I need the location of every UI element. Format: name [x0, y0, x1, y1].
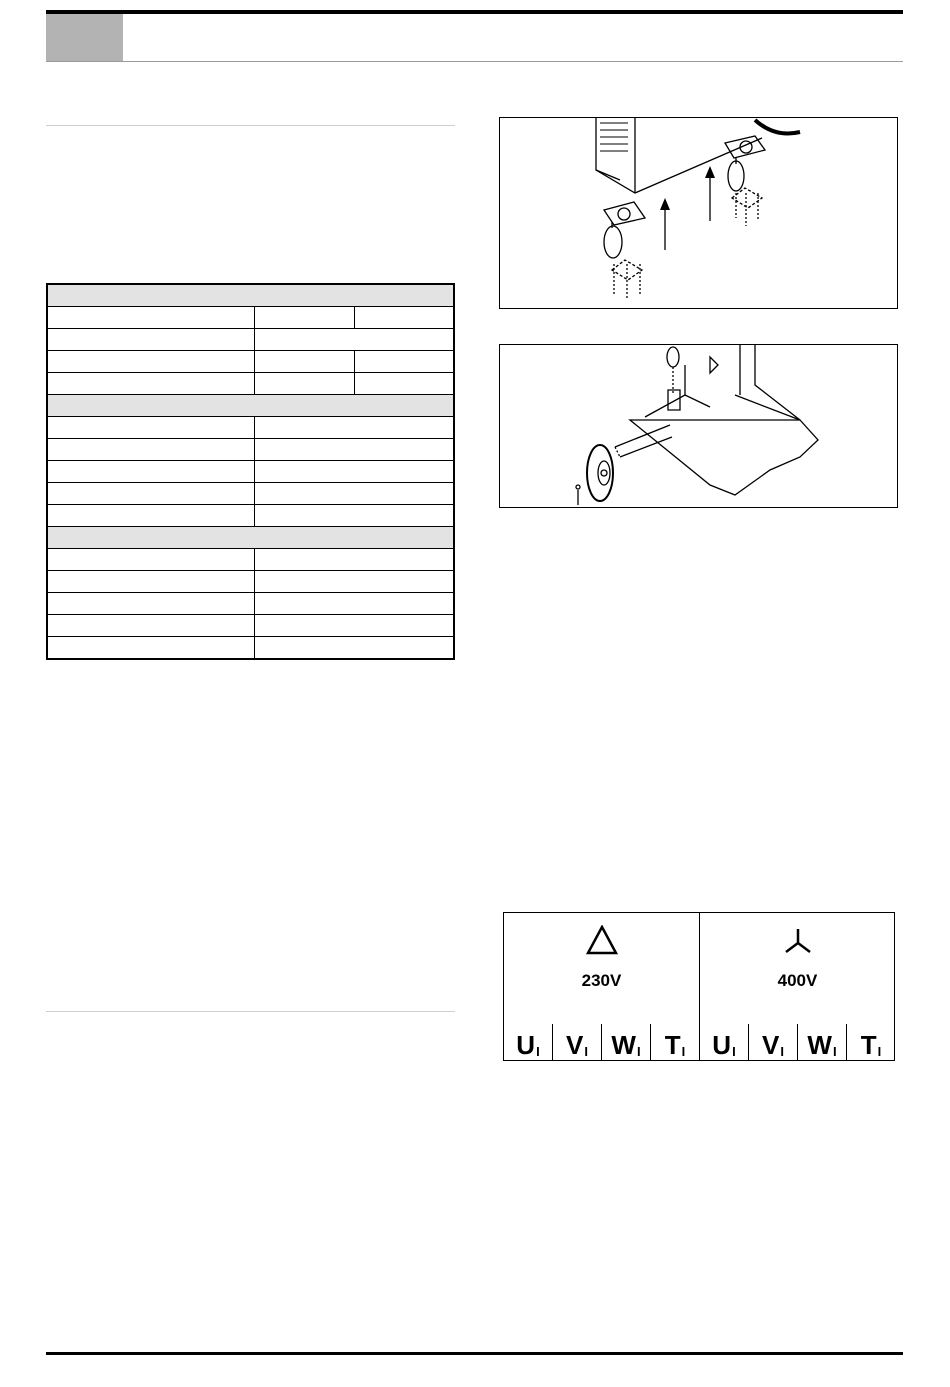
table-row [47, 615, 454, 637]
table-row [47, 505, 454, 527]
table-row [47, 637, 454, 660]
terminal-v: V I [552, 1024, 601, 1060]
table-row [47, 549, 454, 571]
table-row [47, 373, 454, 395]
section-divider [46, 125, 455, 126]
terminal-row [504, 1024, 699, 1060]
table-row [47, 351, 454, 373]
delta-connection-icon [586, 925, 618, 955]
wheel-illustration [500, 345, 897, 507]
section-divider [46, 1011, 455, 1012]
terminal-t: T I [650, 1024, 699, 1060]
table-row [47, 461, 454, 483]
table-row [47, 329, 454, 351]
caster-illustration [500, 118, 897, 308]
wheel-mounting-figure [499, 344, 898, 508]
terminal-row [700, 1024, 895, 1060]
voltage-label-400: 400V [777, 971, 818, 990]
table-row [47, 417, 454, 439]
chapter-tab [46, 14, 123, 62]
caster-mounting-figure [499, 117, 898, 309]
voltage-wiring-panel [503, 912, 895, 1061]
terminal-w: W I [601, 1024, 650, 1060]
terminal-w: W I [797, 1024, 846, 1060]
star-connection-icon [782, 925, 814, 955]
table-row [47, 593, 454, 615]
table-row [47, 483, 454, 505]
header-underline [46, 61, 903, 62]
terminal-t: T I [846, 1024, 895, 1060]
voltage-label-230: 230V [581, 971, 622, 990]
terminal-u: U I [712, 1030, 736, 1060]
star-400v-section [700, 913, 895, 1060]
table-row [47, 439, 454, 461]
table-row [47, 307, 454, 329]
table-group-header [47, 395, 454, 417]
terminal-v: V I [748, 1024, 797, 1060]
table-row [47, 571, 454, 593]
header-rule [46, 10, 903, 14]
specification-table [46, 283, 455, 660]
delta-230v-section [504, 913, 700, 1060]
terminal-u: U I [516, 1030, 540, 1060]
table-group-header [47, 527, 454, 549]
table-group-header [47, 284, 454, 307]
footer-rule [46, 1352, 903, 1355]
